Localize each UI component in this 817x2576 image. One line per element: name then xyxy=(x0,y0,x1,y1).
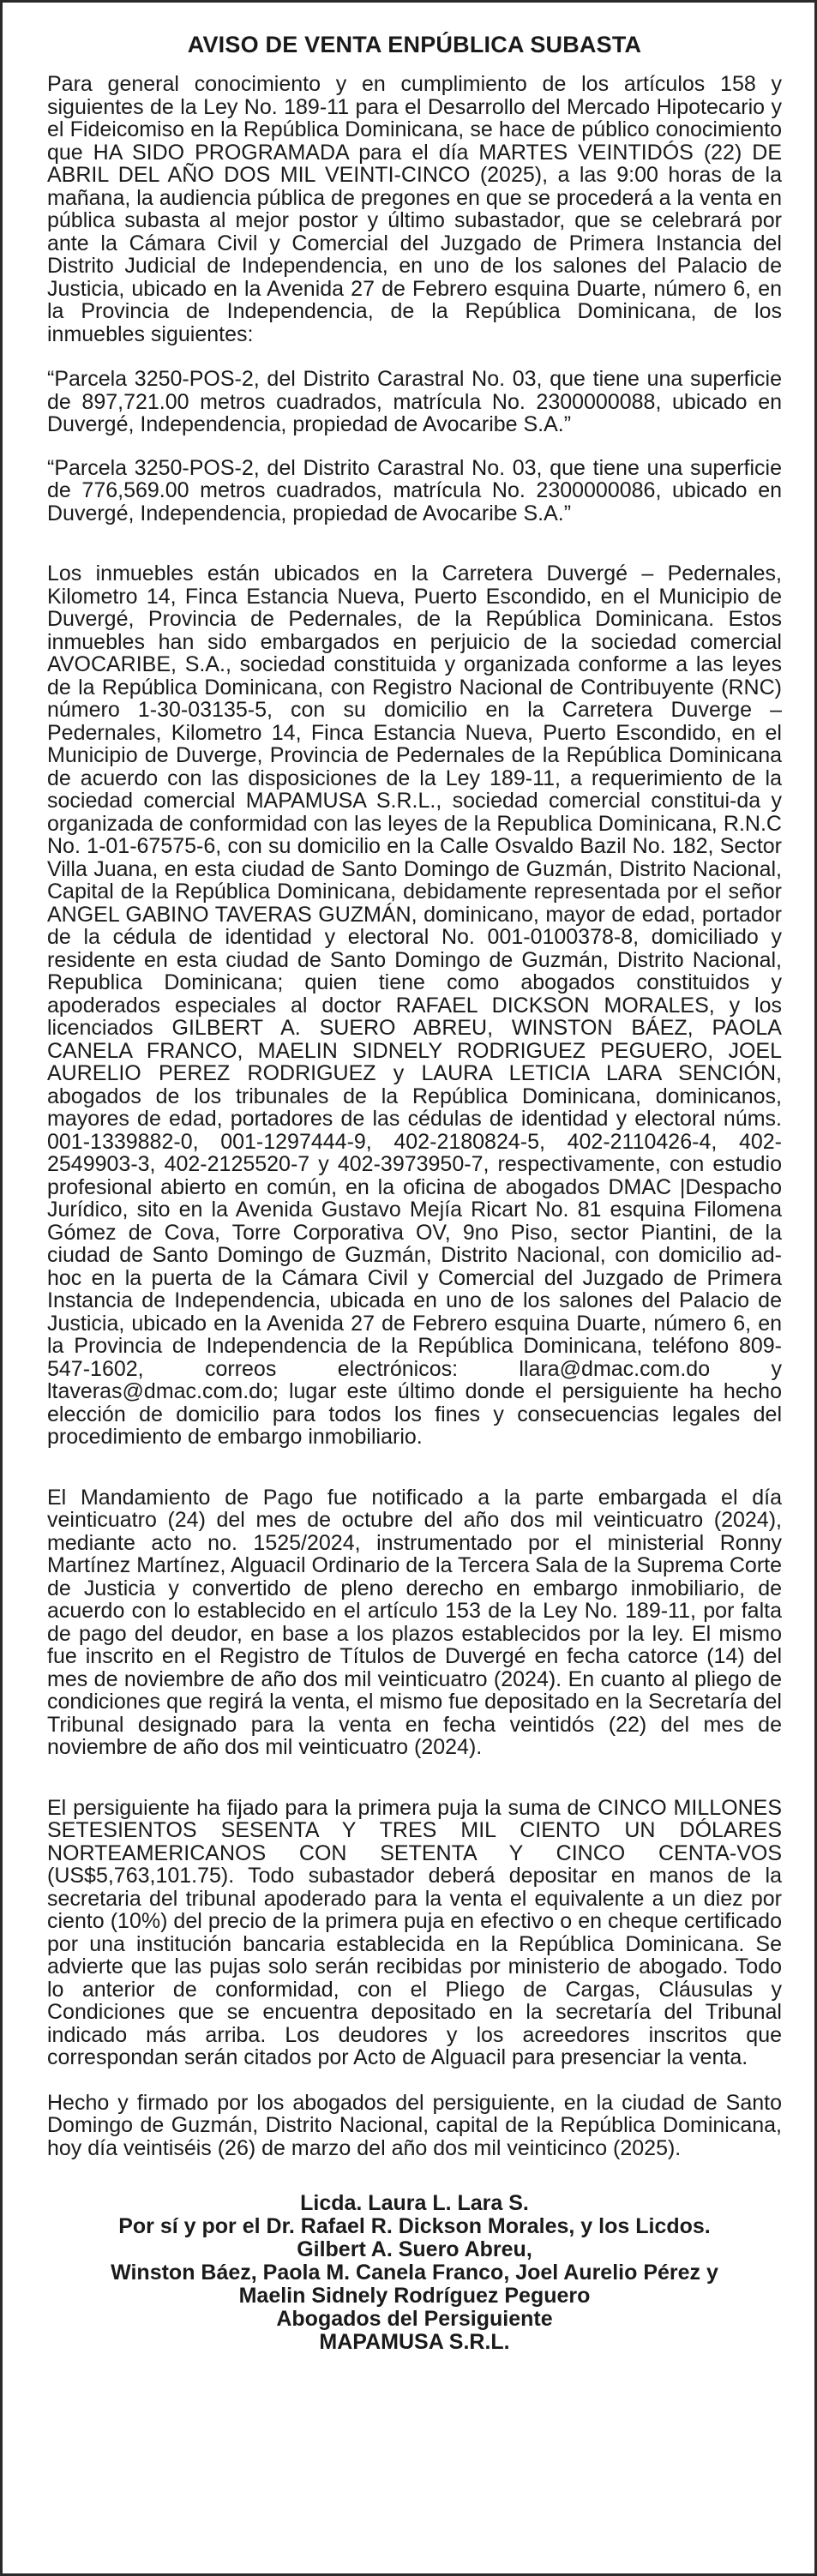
signed-paragraph: Hecho y firmado por los abogados del persiguiente, en la ciudad de Santo Domingo de Guzmán, Distrito Nacional, capital de la República Dominicana, hoy día veintiséis (26) de marzo del año dos mil veinticinco (2025). xyxy=(47,2090,782,2160)
notice-title: AVISO DE VENTA ENPÚBLICA SUBASTA xyxy=(187,32,642,57)
signature-line: Maelin Sidnely Rodríguez Peguero xyxy=(238,2284,591,2308)
signature-line: MAPAMUSA S.R.L. xyxy=(319,2330,510,2354)
first-bid-paragraph: El persiguiente ha fijado para la primera puja la suma de CINCO MILLONES SETESIENTOS SESENTA Y TRES MIL CIENTO UN DÓLARES NORTEAMERICANOS CON SETENTA Y CINCO CENTA-VOS (US$5,763,101.75). Todo subastador deberá depositar en manos de la secretaria del tribunal apoderado para la venta el equivalente a un diez por ciento (10%) del precio de la primera puja en efectivo o en cheque certificado por una institución bancaria establecida en la República Dominicana. Se advierte que las pujas solo serán recibidas por ministerio de abogado. Todo lo anterior de conformidad, con el Pliego de Cargas, Cláusulas y Condiciones que se encuentra depositado en la secretaría del Tribunal indicado más arriba. Los deudores y los acreedores inscritos que correspondan serán citados por Acto de Alguacil para presenciar la venta. xyxy=(47,1795,782,2069)
signature-line: Gilbert A. Suero Abreu, xyxy=(297,2237,532,2261)
property-parcel-1: “Parcela 3250-POS-2, del Distrito Carastral No. 03, que tiene una superficie de 897,721.00 metros cuadrados, matrícula No. 2300000088, ubicado en Duvergé, Independencia, propiedad de Avocaribe S.A.” xyxy=(47,367,782,436)
signature-line: Abogados del Persiguiente xyxy=(276,2307,553,2331)
intro-paragraph: Para general conocimiento y en cumplimiento de los artículos 158 y siguientes de la Ley No. 189-11 para el Desarrollo del Mercado Hipotecario y el Fideicomiso en la República Dominicana, se hace de público conocimiento que HA SIDO PROGRAMADA para el día MARTES VEINTIDÓS (22) DE ABRIL DEL AÑO DOS MIL VEINTI-CINCO (2025), a las 9:00 horas de la mañana, la audiencia pública de pregones en que se procederá a la venta en pública subasta al mejor postor y último subastador, que se celebrará por ante la Cámara Civil y Comercial del Juzgado de Primera Instancia del Distrito Judicial de Independencia, en uno de los salones del Palacio de Justicia, ubicado en la Avenida 27 de Febrero esquina Duarte, número 6, en la Provincia de Independencia, de la República Dominicana, de los inmuebles siguientes: xyxy=(47,72,782,346)
signature-line: Licda. Laura L. Lara S. xyxy=(300,2191,529,2215)
payment-order-paragraph: El Mandamiento de Pago fue notificado a la parte embargada el día veinticuatro (24) del mes de octubre del año dos mil veinticuatro (2024), mediante acto no. 1525/2024, instrumentado por el ministerial Ronny Martínez Martínez, Alguacil Ordinario de la Tercera Sala de la Suprema Corte de Justicia y convertido de pleno derecho en embargo inmobiliario, de acuerdo con lo establecido en el artículo 153 de la Ley No. 189-11, por falta de pago del deudor, en base a los plazos establecidos por la ley. El mismo fue inscrito en el Registro de Títulos de Duvergé en fecha catorce (14) del mes de noviembre de año dos mil veinticuatro (2024). En cuanto al pliego de condiciones que regirá la venta, el mismo fue depositado en la Secretaría del Tribunal designado para la venta en fecha veintidós (22) del mes de noviembre de año dos mil veinticuatro (2024). xyxy=(47,1485,782,1759)
signature-line: Winston Báez, Paola M. Canela Franco, Joel Aurelio Pérez y xyxy=(111,2261,718,2285)
signature-line: Por sí y por el Dr. Rafael R. Dickson Morales, y los Licdos. xyxy=(118,2214,711,2238)
property-location-paragraph: Los inmuebles están ubicados en la Carretera Duvergé – Pedernales, Kilometro 14, Finca Estancia Nueva, Puerto Escondido, en el Municipio de Duvergé, Provincia de Pedernales, de la República Dominicana. Estos inmuebles han sido embargados en perjuicio de la sociedad comercial AVOCARIBE, S.A., sociedad constituida y organizada conforme a las leyes de la República Dominicana, con Registro Nacional de Contribuyente (RNC) número 1-30-03135-5, con su domicilio en la Carretera Duverge – Pedernales, Kilometro 14, Finca Estancia Nueva, Puerto Escondido, en el Municipio de Duverge, Provincia de Pedernales de la República Dominicana de acuerdo con las disposiciones de la Ley 189-11, a requerimiento de la sociedad comercial MAPAMUSA S.R.L., sociedad comercial constitui-da y organizada de conformidad con las leyes de la Republica Dominicana, R.N.C No. 1-01-67575-6, con su domicilio en la Calle Osvaldo Bazil No. 182, Sector Villa Juana, en esta ciudad de Santo Domingo de Guzmán, Distrito Nacional, Capital de la República Dominicana, debidamente representada por el señor ANGEL GABINO TAVERAS GUZMÁN, dominicano, mayor de edad, portador de la cédula de identidad y electoral No. 001-0100378-8, domiciliado y residente en esta ciudad de Santo Domingo de Guzmán, Distrito Nacional, Republica Dominicana; quien tiene como abogados constituidos y apoderados especiales al doctor RAFAEL DICKSON MORALES, y los licenciados GILBERT A. SUERO ABREU, WINSTON BÁEZ, PAOLA CANELA FRANCO, MAELIN SIDNELY RODRIGUEZ PEGUERO, JOEL AURELIO PEREZ RODRIGUEZ y LAURA LETICIA LARA SENCIÓN, abogados de los tribunales de la República Dominicana, dominicanos, mayores de edad, portadores de las cédulas de identidad y electoral núms. 001-1339882-0, 001-1297444-9, 402-2180824-5, 402-2110426-4, 402-2549903-3, 402-2125520-7 y 402-3973950-7, respectivamente, con estudio profesional abierto en común, en la oficina de abogados DMAC |Despacho Jurídico, sito en la Avenida Gustavo Mejía Ricart No. 81 esquina Filomena Gómez de Cova, Torre Corporativa OV, 9no Piso, sector Piantini, de la ciudad de Santo Domingo de Guzmán, Distrito Nacional, con domicilio ad-hoc en la puerta de la Cámara Civil y Comercial del Juzgado de Primera Instancia de Independencia, ubicada en uno de los salones del Palacio de Justicia, ubicado en la Avenida 27 de Febrero esquina Duarte, número 6, en la Provincia de Independencia de la República Dominicana, teléfono 809-547-1602, correos electrónicos: llara@dmac.com.do y ltaveras@dmac.com.do; lugar este último donde el persiguiente ha hecho elección de domicilio para todos los fines y consecuencias legales del procedimiento de embargo inmobiliario. xyxy=(47,561,782,1449)
property-parcel-2: “Parcela 3250-POS-2, del Distrito Carastral No. 03, que tiene una superficie de 776,569.00 metros cuadrados, matrícula No. 2300000086, ubicado en Duvergé, Independencia, propiedad de Avocaribe S.A.” xyxy=(47,455,782,525)
signature-block xyxy=(47,2192,782,2354)
